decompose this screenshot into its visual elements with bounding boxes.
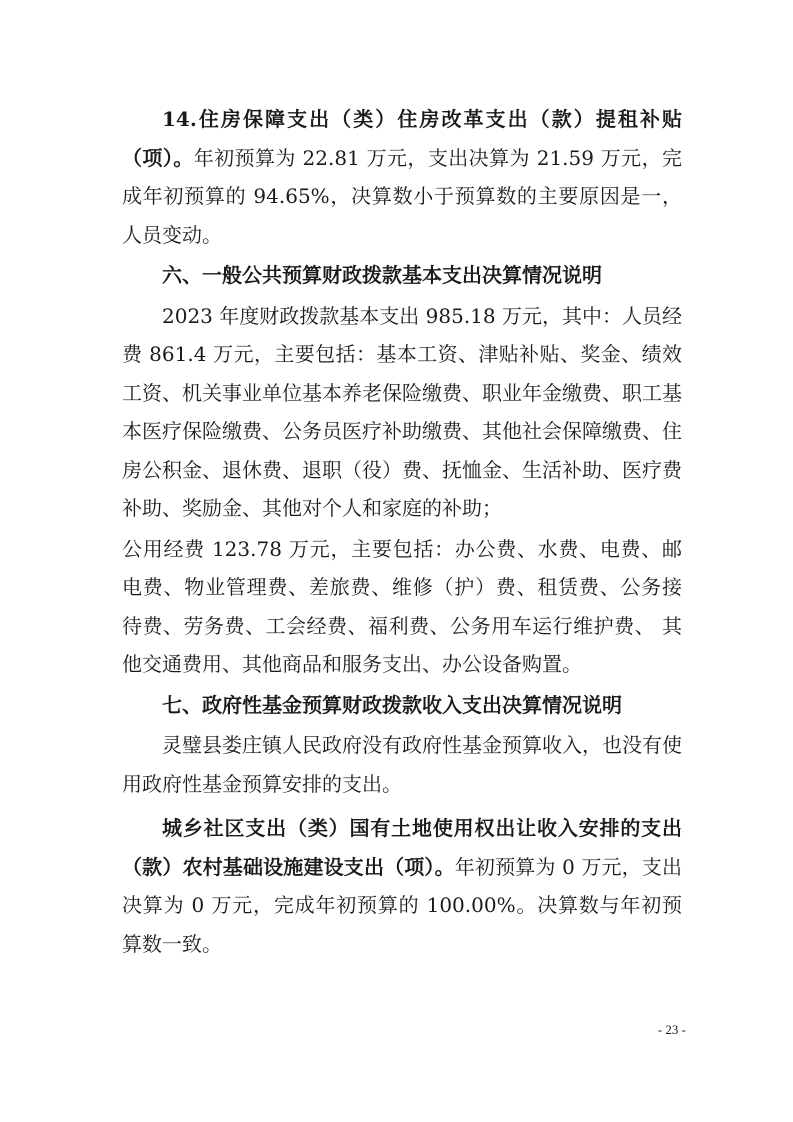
paragraph-lead: 14.住房保障支出（类）住房改革支出（款）提租补贴（项）。 — [122, 107, 682, 170]
page-content — [122, 100, 682, 963]
paragraph-public-expenses: 公用经费 123.78 万元，主要包括：办公费、水费、电费、邮电费、物业管理费、差旅费、维修（护）费、租赁费、公务接 待费、劳务费、工会经费、福利费、公务用车运行维护费、 其他交通费用、其他商品和服务支出、办公设备购置。 — [122, 536, 682, 676]
paragraph-housing-rent-subsidy — [122, 100, 682, 254]
section-heading-basic-expenditure: 六、一般公共预算财政拨款基本支出决算情况说明 — [162, 263, 602, 287]
page-number: - 23 - — [657, 1022, 686, 1037]
paragraph-personnel-expenses: 2023 年度财政拨款基本支出 985.18 万元，其中：人员经费 861.4 万元，主要包括：基本工资、津贴补贴、奖金、绩效工资、机关事业单位基本养老保险缴费、职业年金缴费、职工基本医疗保险缴费、公务员医疗补助缴费、其他社会保障缴费、住房公积金、退休费、退职（役）费、抚恤金、生活补助、医疗费补助、奖励金、其他对个人和家庭的补助； — [122, 303, 682, 520]
paragraph-government-fund: 灵璧县娄庄镇人民政府没有政府性基金预算收入，也没有使用政府性基金预算安排的支出。 — [122, 733, 682, 796]
paragraph-text: 年初预算为 0 万元，支出决算为 0 万元，完成年初预算的 100.00%。决算数与年初预算数一致。 — [122, 854, 682, 956]
paragraph-text: 年初预算为 22.81 万元，支出决算为 21.59 万元，完成年初预算的 94.65%，决算数小于预算数的主要原因是一，人员变动。 — [122, 145, 683, 247]
paragraph-lead: 城乡社区支出（类）国有土地使用权出让收入安排的支出（款）农村基础设施建设支出（项）。 — [122, 816, 682, 879]
section-heading-government-fund: 七、政府性基金预算财政拨款收入支出决算情况说明 — [162, 692, 622, 717]
paragraph-urban-rural-community — [122, 809, 682, 963]
